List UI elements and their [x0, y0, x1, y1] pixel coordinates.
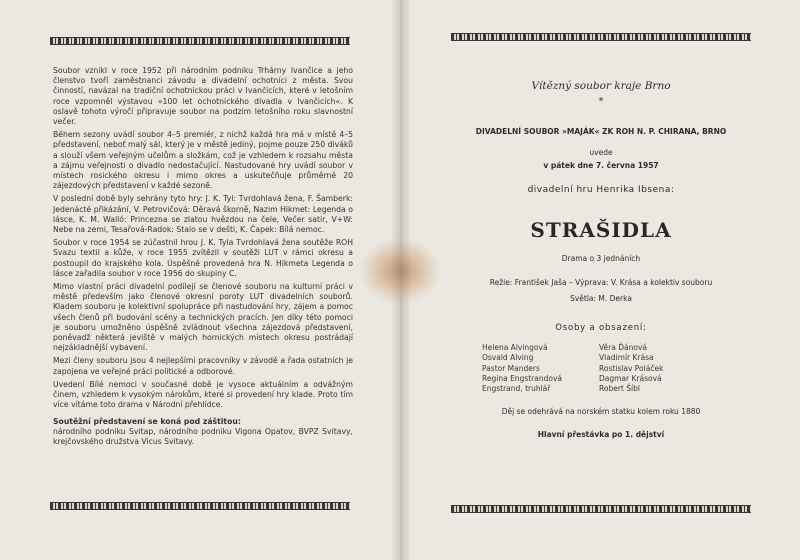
- history-paragraph: Soubor vznikl v roce 1952 při národním podniku Trhárny Ivančice a jeho členstvo tvoří zaměstnanci závodu a divadelní ochotníci z města. Svou činností, navázal na tradiční ochotnickou práci v Ivančicích, které v letošním roce vzpomněl výstavou »100 let ochotnického divadla v Ivančicích«. K oslavě tohoto výročí připravuje soubor na podzim letošního roku slavnostní večer.: [53, 66, 353, 127]
- bottom-border-ornament: [50, 502, 350, 510]
- sponsor-heading: Soutěžní představení se koná pod záštitou:: [53, 416, 241, 426]
- cast-role: Engstrand, truhlář: [482, 384, 551, 394]
- play-subtitle: Drama o 3 jednáních: [561, 254, 641, 263]
- bottom-border-ornament: [451, 505, 751, 513]
- sponsor-text: národního podniku Svitap, národního podniku Vigona Opatov, BVPZ Svitavy, krejčovského družstva Vicus Svitavy.: [53, 426, 353, 446]
- top-border-ornament: [50, 37, 350, 45]
- intermission-note: Hlavní přestávka po 1. dějství: [537, 430, 665, 439]
- history-paragraph: Mezi členy souboru jsou 4 nejlepšími pracovníky v závodě a řada ostatních je zapojena ve veřejné práci politické a odborové.: [53, 356, 353, 376]
- lighting-credit: Světla: M. Derka: [570, 294, 632, 303]
- cast-role: Osvald Alving: [482, 353, 534, 363]
- star-ornament: *: [598, 96, 604, 107]
- cast-actors: [599, 343, 663, 394]
- presents-line: uvede: [589, 148, 613, 157]
- right-page: [402, 0, 800, 560]
- winner-line: Vítězný soubor kraje Brno: [531, 80, 671, 92]
- history-paragraph: Soubor v roce 1954 se zúčastnil hrou J. K. Tyla Tvrdohlavá žena soutěže ROH Svazu textil a kůže, v roce 1955 zvítězil v soutěži LUT v rámci okresu a postoupil do krajského kola. Úspěšně provedená hra N. Hikmeta Legenda o lásce zařadila soubor v roce 1956 do skupiny C.: [53, 238, 353, 278]
- cast-role: Helena Alvingová: [482, 343, 548, 352]
- cast-actor: Dagmar Krásová: [599, 373, 662, 383]
- cast-actor: Rostislav Poláček: [599, 363, 664, 373]
- ensemble-history-text: [53, 66, 353, 450]
- cast-role: Pastor Manders: [482, 363, 540, 373]
- rust-stain: [360, 238, 440, 304]
- history-paragraph: V poslední době byly sehrány tyto hry: J. K. Tyl: Tvrdohlavá žena, F. Šamberk: Jedenácté přikázání, V. Petrovičová: Děravá škorně, Nazim Hikmet: Legenda o lásce, K. M. Walló: Princezna se zlatou hvězdou na čele, Večer satir, V+W: Nebe na zemi, Tesařová-Radok: Stalo se v dešti, K. Čapek: Bílá nemoc.: [53, 194, 353, 235]
- left-page: [0, 0, 398, 560]
- cast-role: Regina Engstrandová: [482, 373, 562, 383]
- cast-actor: Robert Šíbl: [599, 384, 640, 394]
- history-paragraph: Mimo vlastní práci divadelní podílejí se členové souboru na kulturní práci v městě především jako členové okresní poroty LUT divadelních souborů. Kladem souboru je kolektivní spolupráce při nastudování hry, zájem a pomoc všech členů při budování scény a technických pracích. Jen díky této pomoci je souboru umožněno úspěšně zvládnout všechna zájezdová představení, poněvadž některá jeviště v malých hornických místech okresu postrádají nejzákladnější vybavení.: [53, 282, 353, 353]
- play-title: STRAŠIDLA: [530, 218, 672, 242]
- history-paragraph: Během sezony uvádí soubor 4–5 premiér, z nichž každá hra má v místě 4–5 představení, neboť malý sál, který je v městě jediný, pojme pouze 250 diváků a slouží všem veřejným učelům a složkám, což je vzhledem k rozsahu města a zájmu veřejnosti o divadlo nedostačující. Nastudované hry uvádí soubor v místech rosického okresu i mimo okres a uskutečňuje průměrně 20 zájezdových představení v každé sezoně.: [53, 130, 353, 191]
- cast-roles: [482, 343, 562, 394]
- cast-actor: Věra Ďánová: [599, 343, 647, 352]
- production-credits: Režie: František Jaša – Výprava: V. Krása a kolektiv souboru: [489, 278, 713, 287]
- ensemble-name: DIVADELNÍ SOUBOR »MAJÁK« ZK ROH N. P. CHIRANA, BRNO: [475, 127, 727, 136]
- history-paragraph: Uvedení Bílé nemoci v současné době je vysoce aktuálním a odvážným činem, vzhledem k vysokým nárokům, které si provedení hry klade. Proto tím více vítáme toto drama v Národní přehlídce.: [53, 379, 353, 410]
- performance-date: v pátek dne 7. června 1957: [543, 161, 659, 170]
- cast-heading: Osoby a obsazení:: [555, 323, 647, 333]
- top-border-ornament: [451, 33, 751, 41]
- cast-actor: Vladimír Krása: [599, 353, 654, 363]
- play-intro: divadelní hru Henrika Ibsena:: [527, 185, 675, 195]
- setting-note: Děj se odehrává na norském statku kolem roku 1880: [501, 407, 701, 416]
